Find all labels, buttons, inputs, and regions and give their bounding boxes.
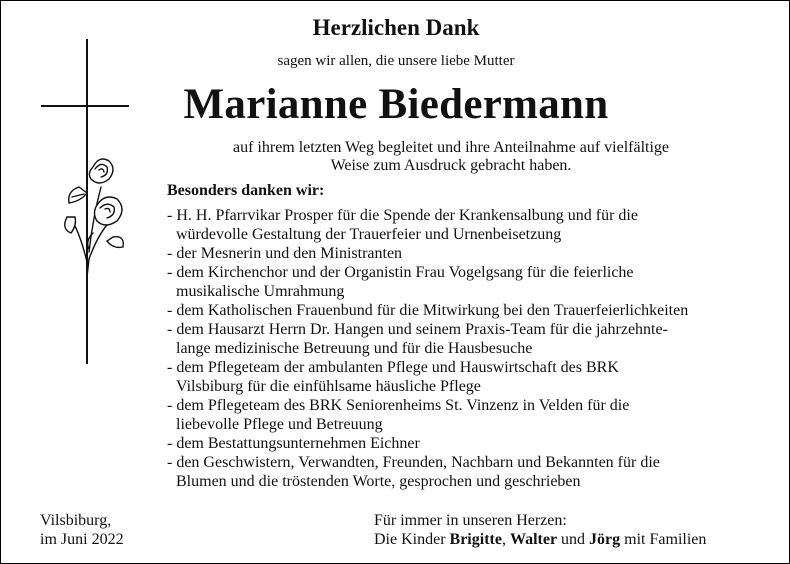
thanks-entry xyxy=(167,434,767,453)
thanks-entry xyxy=(167,396,767,434)
thanks-entry-line: - den Geschwistern, Verwandten, Freunden, Nachbarn und Bekannten für die xyxy=(167,454,660,471)
thanks-entry-continuation: Vilsbiburg für die einfühlsame häusliche Pflege xyxy=(176,378,481,395)
deceased-name: Marianne Biedermann xyxy=(183,81,609,128)
thanks-entry-line: - der Mesnerin und den Ministranten xyxy=(167,245,403,262)
farewell-line: Für immer in unseren Herzen: xyxy=(374,512,567,529)
thanks-entry xyxy=(167,358,767,396)
signature-separator: und xyxy=(557,531,590,548)
intro-line: Weise zum Ausdruck gebracht haben. xyxy=(330,157,572,174)
thanks-entry xyxy=(167,263,767,301)
place: Vilsbiburg, xyxy=(40,512,112,529)
thanks-entry-line: - dem Hausarzt Herrn Dr. Hangen und seinem Praxis-Team für die jahrzehnte- xyxy=(167,321,668,338)
thanks-entry xyxy=(167,301,767,320)
child-name: Walter xyxy=(509,531,558,548)
thanks-entry-line: - dem Bestattungsunternehmen Eichner xyxy=(167,435,420,452)
thanks-entry-line: - dem Katholischen Frauenbund für die Mitwirkung bei den Trauerfeierlichkeiten xyxy=(167,302,689,319)
intro-text xyxy=(171,139,731,175)
header-subtitle: sagen wir allen, die unsere liebe Mutter xyxy=(277,53,515,69)
thanks-entry-continuation: Blumen und die tröstenden Worte, gesprochen und geschrieben xyxy=(176,473,581,490)
child-name: Brigitte xyxy=(449,531,502,548)
thanks-entry xyxy=(167,453,767,491)
thanks-list xyxy=(167,206,767,491)
cross-horizontal-beam xyxy=(41,105,129,107)
signature-separator: , xyxy=(501,531,510,548)
date: im Juni 2022 xyxy=(40,531,124,548)
thanks-heading: Besonders danken wir: xyxy=(167,182,325,199)
thanks-entry xyxy=(167,320,767,358)
thanks-entry-line: - dem Kirchenchor und der Organistin Frau Vogelgsang für die feierliche xyxy=(167,264,634,281)
thanks-entry-continuation: musikalische Umrahmung xyxy=(176,283,345,300)
child-name: Jörg xyxy=(589,531,621,548)
thanks-entry-line: - dem Pflegeteam des BRK Seniorenheims St. Vinzenz in Velden für die xyxy=(167,397,630,414)
signature-line xyxy=(374,531,706,549)
signature-prefix: Die Kinder xyxy=(374,531,450,548)
cross-vertical-beam xyxy=(86,39,88,364)
roses-icon xyxy=(65,159,124,277)
thanks-entry-line: - dem Pflegeteam der ambulanten Pflege und Hauswirtschaft des BRK xyxy=(167,359,619,376)
cross-with-roses-icon xyxy=(31,37,133,367)
thanks-entry-continuation: würdevolle Gestaltung der Trauerfeier und Urnenbeisetzung xyxy=(176,226,562,243)
thanks-entry-line: - H. H. Pfarrvikar Prosper für die Spende der Krankensalbung und für die xyxy=(167,207,638,224)
signature-suffix: mit Familien xyxy=(620,531,707,548)
header-title: Herzlichen Dank xyxy=(312,15,480,40)
thanks-entry-continuation: lange medizinische Betreuung und für die Hausbesuche xyxy=(176,340,533,357)
thanks-entry xyxy=(167,206,767,244)
intro-line: auf ihrem letzten Weg begleitet und ihre Anteilnahme auf vielfältige xyxy=(232,139,670,156)
thanks-entry-continuation: liebevolle Pflege und Betreuung xyxy=(176,416,383,433)
thanks-entry xyxy=(167,244,767,263)
